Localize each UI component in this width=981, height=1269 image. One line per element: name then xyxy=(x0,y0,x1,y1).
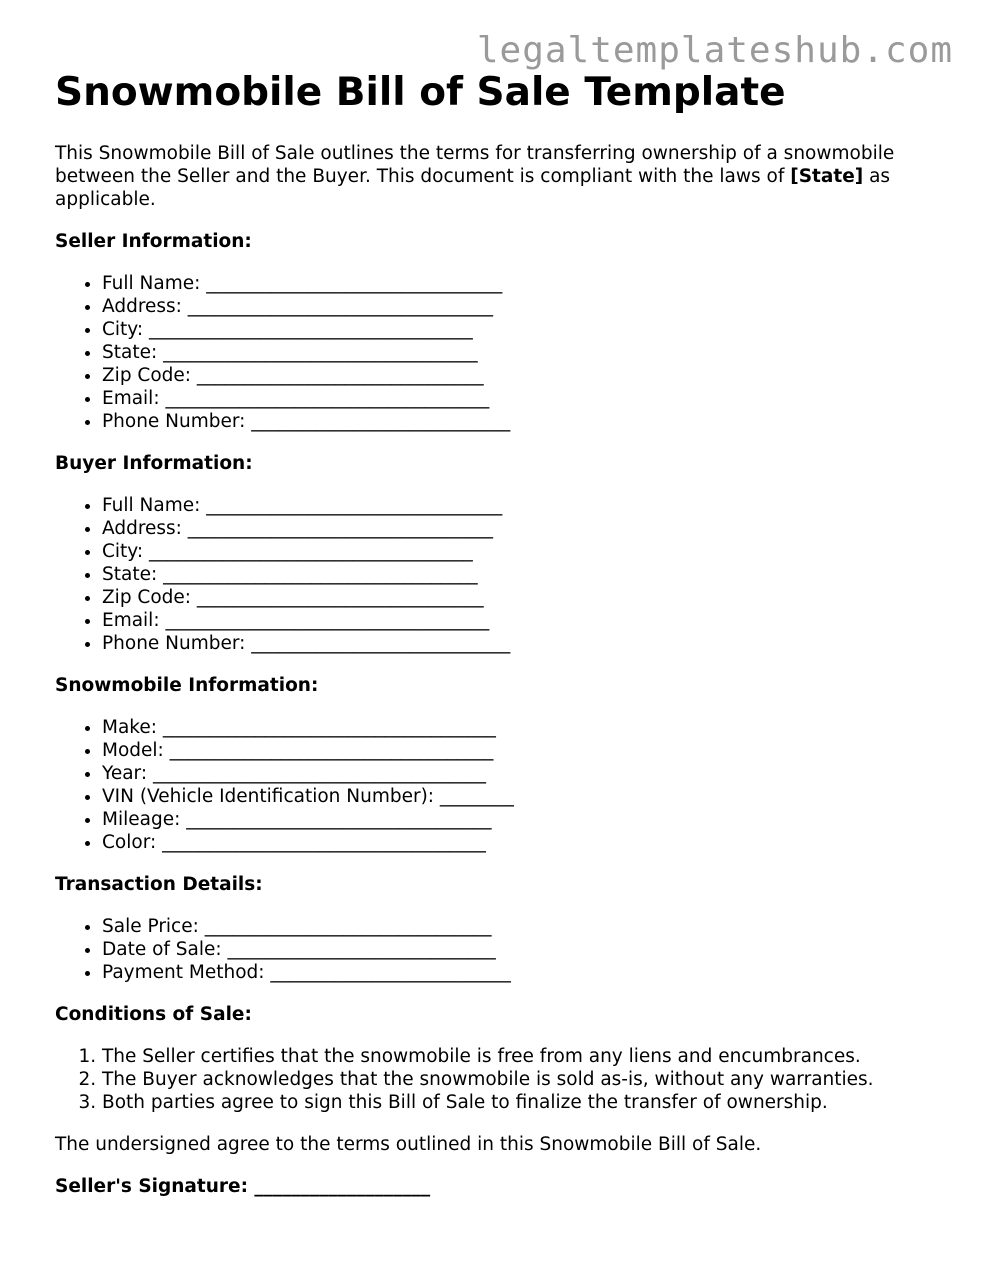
list-item: • Address: _________________________________ xyxy=(102,517,935,540)
list-item: • Phone Number: ____________________________ xyxy=(102,632,935,655)
list-item: • Full Name: ________________________________ xyxy=(102,494,935,517)
snowmobile-list xyxy=(55,716,935,854)
transaction-list xyxy=(55,915,935,984)
list-item: • Sale Price: _______________________________ xyxy=(102,915,935,938)
list-item: • Address: _________________________________ xyxy=(102,295,935,318)
conditions-heading: Conditions of Sale: xyxy=(55,1004,252,1025)
buyer-heading: Buyer Information: xyxy=(55,453,253,474)
list-item: • Phone Number: ____________________________ xyxy=(102,410,935,433)
buyer-list xyxy=(55,494,935,655)
list-item: • Email: ___________________________________ xyxy=(102,609,935,632)
list-item: • Mileage: _________________________________ xyxy=(102,808,935,831)
list-item: 2. The Buyer acknowledges that the snowmobile is sold as-is, without any warranties. xyxy=(102,1068,935,1091)
seller-heading: Seller Information: xyxy=(55,231,252,252)
list-item: • Model: ___________________________________ xyxy=(102,739,935,762)
intro-text: This Snowmobile Bill of Sale outlines the terms for transferring ownership of a snowmobile between the Seller and the Buyer. This document is compliant with the laws of xyxy=(55,143,895,187)
list-item: • Payment Method: __________________________ xyxy=(102,961,935,984)
list-item: • State: __________________________________ xyxy=(102,563,935,586)
seller-section xyxy=(55,230,935,433)
transaction-heading: Transaction Details: xyxy=(55,874,263,895)
watermark: legaltemplateshub.com xyxy=(476,30,953,71)
seller-signature-line: Seller's Signature: ___________________ xyxy=(55,1176,431,1197)
intro-text-end: as applicable. xyxy=(55,166,891,210)
buyer-section xyxy=(55,452,935,655)
list-item: • Zip Code: _______________________________ xyxy=(102,364,935,387)
list-item: • Make: ____________________________________ xyxy=(102,716,935,739)
list-item: 3. Both parties agree to sign this Bill of Sale to finalize the transfer of ownership. xyxy=(102,1091,935,1114)
list-item: • Color: ___________________________________ xyxy=(102,831,935,854)
snowmobile-section xyxy=(55,674,935,854)
conditions-section xyxy=(55,1003,935,1114)
seller-list xyxy=(55,272,935,433)
list-item: • VIN (Vehicle Identification Number): ________ xyxy=(102,785,935,808)
list-item: • City: ___________________________________ xyxy=(102,318,935,341)
page-title: Snowmobile Bill of Sale Template xyxy=(55,70,786,115)
list-item: • Year: ____________________________________ xyxy=(102,762,935,785)
list-item: • Date of Sale: _____________________________ xyxy=(102,938,935,961)
list-item: • Zip Code: _______________________________ xyxy=(102,586,935,609)
list-item: • City: ___________________________________ xyxy=(102,540,935,563)
list-item: • State: __________________________________ xyxy=(102,341,935,364)
list-item: 1. The Seller certifies that the snowmobile is free from any liens and encumbrances. xyxy=(102,1045,935,1068)
closing-statement: The undersigned agree to the terms outlined in this Snowmobile Bill of Sale. xyxy=(55,1134,762,1155)
snowmobile-heading: Snowmobile Information: xyxy=(55,675,319,696)
list-item: • Email: ___________________________________ xyxy=(102,387,935,410)
intro-paragraph xyxy=(55,142,935,211)
transaction-section xyxy=(55,873,935,984)
state-placeholder: [State] xyxy=(790,166,864,187)
list-item: • Full Name: ________________________________ xyxy=(102,272,935,295)
conditions-list xyxy=(55,1045,935,1114)
document-page xyxy=(55,70,935,1198)
